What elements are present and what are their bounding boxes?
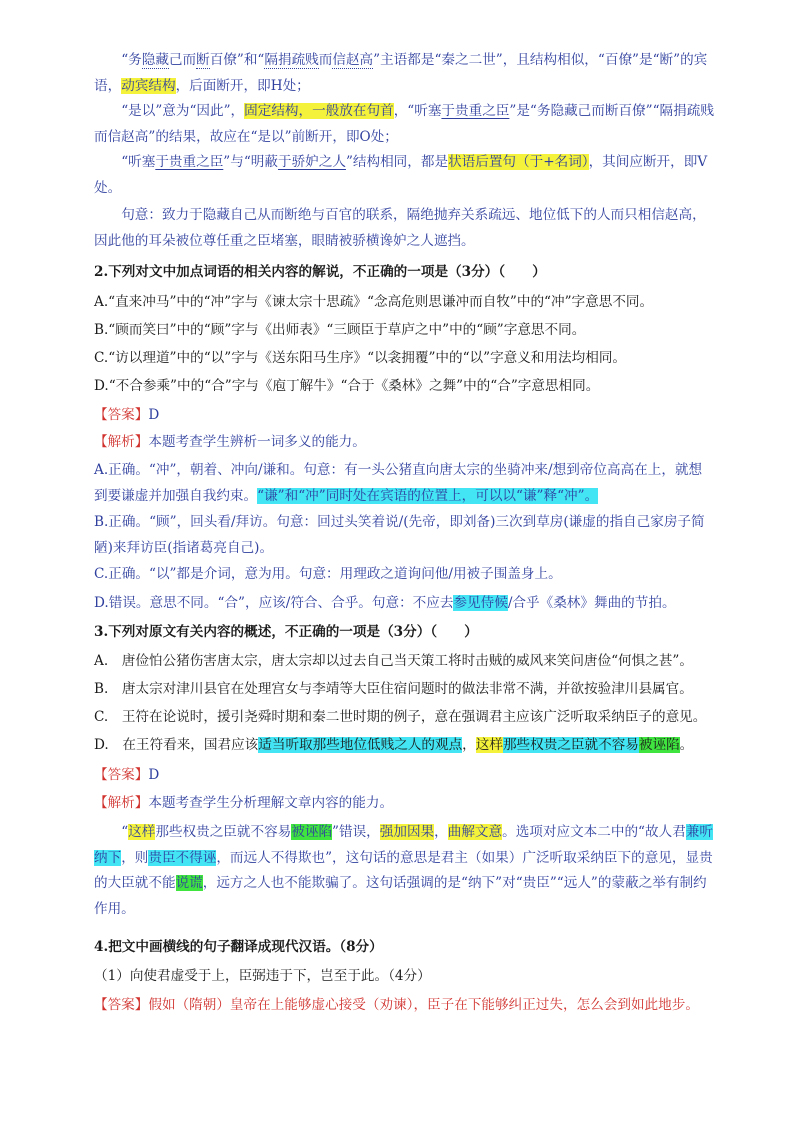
highlight: 说谎: [175, 875, 203, 891]
q3-explain: “这样那些权贵之臣就不容易被诬陷”错误，强加因果，曲解文意。选项对应文本二中的“故人君兼听纳下，则贵臣不得诬，而远人不得欺也”，这句话的意思是君主（如果）广泛听取采纳臣下的意见，显贵的大臣就不能说谎，远方之人也不能欺骗了。这句话强调的是“纳下”对“贵臣”“远人”的蒙蔽之举有制约作用。: [94, 824, 713, 917]
highlight: 强加因果: [379, 824, 435, 840]
highlight: 贵臣不得诬: [148, 849, 217, 866]
q2-option-c: C.“访以理道”中的“以”字与《送东阳马生序》“以衾拥覆”中的“以”字意义和用法均相同。: [94, 350, 627, 366]
question-3-title: 3.下列对原文有关内容的概述，不正确的一项是（3分）（ ）: [94, 624, 478, 640]
q3-analysis: 【解析】本题考查学生分析理解文章内容的能力。: [94, 795, 394, 811]
highlight: 被诬陷: [638, 737, 680, 753]
q2-answer: 【答案】D: [94, 407, 160, 423]
question-2-title: 2.下列对文中加点词语的相关内容的解说，不正确的一项是（3分）（ ）: [94, 264, 546, 280]
highlight: 参见侍候: [453, 595, 508, 611]
analysis-paragraph-1: “务隐藏己而断百僚”和“隔捐疏贱而信赵高”主语都是“秦之二世”，且结构相似，“百僚”是“断”的宾语，动宾结构，后面断开，即H处；: [94, 52, 708, 94]
highlight: 这样: [475, 737, 503, 753]
q2-explain-d: D.错误。意思不同。“合”，应该/符合、合乎。句意：不应去参见侍候/合乎《桑林》舞曲的节拍。: [94, 595, 676, 611]
analysis-paragraph-3: “听塞于贵重之臣”与“明蔽于骄妒之人”结构相同，都是状语后置句（于+名词），其间应断开，即V处。: [94, 154, 708, 196]
highlight: 那些权贵之臣就不容易: [502, 737, 639, 753]
q2-analysis: 【解析】本题考查学生辨析一词多义的能力。: [94, 434, 366, 450]
q4-answer: 【答案】假如（隋朝）皇帝在上能够虚心接受（劝谏），臣子在下能够纠正过失，怎么会到如此地步。: [94, 997, 699, 1013]
q3-option-d: D. 在王符看来，国君应该适当听取那些地位低贱之人的观点，这样那些权贵之臣就不容易被诬陷。: [94, 737, 694, 753]
q4-item-1: （1）向使君虚受于上，臣弼违于下，岂至于此。（4分）: [94, 968, 431, 984]
q3-option-a: A. 唐俭怕公猪伤害唐太宗，唐太宗却以过去自己当天策工将时击贼的威风来笑问唐俭“何惧之甚”。: [94, 653, 693, 669]
q2-explain-a: A.正确。“冲”，朝着、冲向/谦和。句意：有一头公猪直向唐太宗的坐骑冲来/想到帝位高高在上，就想到要谦虚并加强自我约束。“谦”和“冲”同时处在宾语的位置上，可以以“谦”释“冲”。: [94, 462, 703, 504]
highlight: 固定结构，一般放在句首: [244, 103, 394, 119]
highlight: 兼听纳下: [94, 824, 713, 866]
highlight: 曲解文意: [447, 824, 503, 840]
highlight: 这样: [128, 824, 156, 840]
q2-explain-b: B.正确。“顾”，回头看/拜访。句意：回过头笑着说/(先帝，即刘备)三次到草房(谦虚的指自己家房子简陋)来拜访臣(指诸葛亮自己)。: [94, 514, 705, 556]
q2-option-d: D.“不合参乘”中的“合”字与《庖丁解牛》“合于《桑林》之舞”中的“合”字意思相同。: [94, 378, 600, 394]
question-4-title: 4.把文中画横线的句子翻译成现代汉语。（8分）: [94, 939, 383, 955]
q3-option-b: B. 唐太宗对津川县官在处理宫女与李靖等大臣住宿问题时的做法非常不满，并欲按验津川县属官。: [94, 681, 693, 697]
q3-answer: 【答案】D: [94, 767, 160, 783]
q2-explain-c: C.正确。“以”都是介词，意为用。句意：用理政之道询问他/用被子围盖身上。: [94, 566, 562, 582]
sentence-meaning: 句意：致力于隐藏自己从而断绝与百官的联系，隔绝抛弃关系疏远、地位低下的人而只相信赵高，因此他的耳朵被位尊任重之臣堵塞，眼睛被骄横谗妒之人遮挡。: [94, 207, 706, 249]
highlight: 动宾结构: [121, 77, 176, 94]
q3-option-c: C. 王符在论说时，援引尧舜时期和秦二世时期的例子，意在强调君主应该广泛听取采纳臣子的意见。: [94, 709, 707, 725]
analysis-paragraph-2: “是以”意为“因此”，固定结构，一般放在句首，“听塞于贵重之臣”是“务隐藏己而断百僚”“隔捐疏贱而信赵高”的结果，故应在“是以”前断开，即O处；: [94, 103, 714, 145]
q2-option-b: B.“顾而笑曰”中的“顾”字与《出师表》“三顾臣于草庐之中”中的“顾”字意思不同。: [94, 322, 586, 338]
highlight: 状语后置句（于+名词）: [448, 154, 589, 170]
highlight: 适当听取那些地位低贱之人的观点: [258, 737, 463, 753]
highlight: 被诬陷: [291, 824, 333, 840]
highlight: “谦”和“冲”同时处在宾语的位置上，可以以“谦”释“冲”。: [257, 487, 599, 504]
q2-option-a: A.“直来冲马”中的“冲”字与《谏太宗十思疏》“念高危则思谦冲而自牧”中的“冲”字意思不同。: [94, 294, 654, 310]
